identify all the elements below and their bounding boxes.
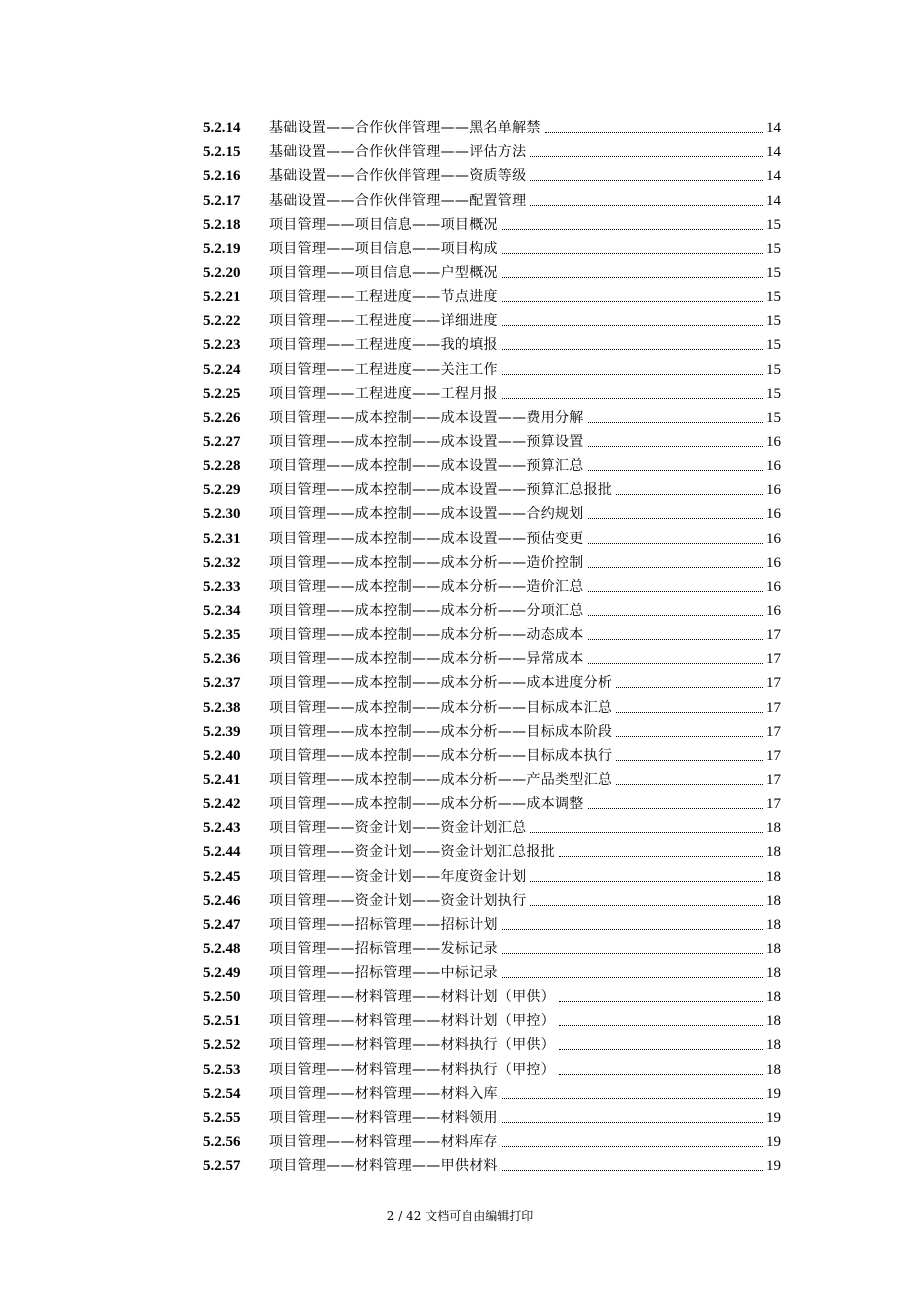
toc-entry-title: 项目管理——成本控制——成本设置——预算汇总报批 [269, 482, 613, 499]
toc-entry-title: 项目管理——招标管理——中标记录 [269, 965, 498, 982]
toc-entry-page-number: 18 [766, 940, 781, 957]
toc-dot-leader [502, 229, 763, 230]
toc-entry[interactable] [203, 186, 781, 210]
toc-entry-number: 5.2.47 [203, 916, 241, 933]
toc-entry-page-number: 19 [766, 1134, 781, 1151]
toc-entry-page-number: 15 [766, 361, 781, 378]
toc-entry-page-number: 16 [766, 602, 781, 619]
toc-entry[interactable] [203, 911, 781, 935]
toc-entry-title: 项目管理——成本控制——成本分析——产品类型汇总 [269, 771, 613, 788]
toc-entry-number: 5.2.30 [203, 506, 241, 523]
toc-entry[interactable] [203, 742, 781, 766]
toc-entry-page-number: 17 [766, 651, 781, 668]
toc-entry-number: 5.2.21 [203, 289, 241, 306]
toc-entry-title: 项目管理——材料管理——材料入库 [269, 1085, 498, 1102]
toc-dot-leader [502, 953, 763, 954]
toc-entry[interactable] [203, 1152, 781, 1176]
toc-entry-title: 项目管理——成本控制——成本分析——造价汇总 [269, 578, 584, 595]
toc-entry-page-number: 18 [766, 916, 781, 933]
toc-entry-number: 5.2.33 [203, 578, 241, 595]
toc-entry-page-number: 19 [766, 1109, 781, 1126]
toc-entry-number: 5.2.17 [203, 192, 241, 209]
toc-entry-number: 5.2.57 [203, 1158, 241, 1175]
toc-entry-number: 5.2.34 [203, 602, 241, 619]
toc-entry[interactable] [203, 645, 781, 669]
toc-entry-page-number: 16 [766, 506, 781, 523]
toc-entry[interactable] [203, 1080, 781, 1104]
toc-dot-leader [502, 1170, 763, 1171]
toc-dot-leader [530, 881, 763, 882]
toc-entry-page-number: 18 [766, 820, 781, 837]
toc-entry[interactable] [203, 138, 781, 162]
toc-entry-page-number: 14 [766, 168, 781, 185]
toc-entry-page-number: 16 [766, 554, 781, 571]
toc-entry-page-number: 19 [766, 1085, 781, 1102]
toc-entry-title: 项目管理——项目信息——项目概况 [269, 216, 498, 233]
toc-entry[interactable] [203, 887, 781, 911]
toc-entry-number: 5.2.35 [203, 627, 241, 644]
toc-dot-leader [502, 325, 763, 326]
toc-entry-page-number: 15 [766, 216, 781, 233]
toc-entry[interactable] [203, 162, 781, 186]
toc-entry-title: 项目管理——工程进度——节点进度 [269, 289, 498, 306]
toc-entry-title: 项目管理——材料管理——材料执行（甲供） [269, 1037, 555, 1054]
toc-dot-leader [559, 1049, 763, 1050]
toc-entry-title: 项目管理——材料管理——甲供材料 [269, 1158, 498, 1175]
toc-entry-page-number: 16 [766, 578, 781, 595]
toc-dot-leader [616, 760, 763, 761]
toc-entry-title: 项目管理——成本控制——成本设置——合约规划 [269, 506, 584, 523]
toc-dot-leader [530, 180, 763, 181]
toc-entry-page-number: 18 [766, 892, 781, 909]
toc-entry-number: 5.2.42 [203, 796, 241, 813]
toc-entry-page-number: 14 [766, 120, 781, 137]
toc-dot-leader [502, 277, 763, 278]
toc-entry-number: 5.2.29 [203, 482, 241, 499]
toc-entry-title: 项目管理——材料管理——材料计划（甲供） [269, 989, 555, 1006]
toc-entry-number: 5.2.16 [203, 168, 241, 185]
toc-entry-title: 项目管理——资金计划——资金计划汇总 [269, 820, 527, 837]
toc-dot-leader [588, 422, 763, 423]
toc-entry[interactable] [203, 693, 781, 717]
toc-entry-page-number: 17 [766, 796, 781, 813]
toc-entry[interactable] [203, 766, 781, 790]
toc-entry-number: 5.2.55 [203, 1109, 241, 1126]
toc-entry-number: 5.2.22 [203, 313, 241, 330]
toc-entry-number: 5.2.14 [203, 120, 241, 137]
toc-entry[interactable] [203, 862, 781, 886]
toc-entry[interactable] [203, 307, 781, 331]
toc-entry-number: 5.2.48 [203, 940, 241, 957]
toc-entry-title: 项目管理——成本控制——成本设置——预估变更 [269, 530, 584, 547]
toc-dot-leader [559, 1001, 763, 1002]
toc-dot-leader [616, 784, 763, 785]
toc-entry[interactable] [203, 1031, 781, 1055]
toc-entry-page-number: 18 [766, 868, 781, 885]
toc-entry[interactable] [203, 621, 781, 645]
toc-dot-leader [588, 615, 763, 616]
toc-dot-leader [502, 977, 763, 978]
toc-entry-number: 5.2.44 [203, 844, 241, 861]
toc-dot-leader [502, 374, 763, 375]
toc-entry-title: 项目管理——成本控制——成本分析——目标成本阶段 [269, 723, 613, 740]
toc-entry-title: 项目管理——成本控制——成本设置——预算设置 [269, 433, 584, 450]
toc-entry[interactable] [203, 114, 781, 138]
toc-entry-title: 项目管理——成本控制——成本分析——异常成本 [269, 651, 584, 668]
toc-entry-page-number: 15 [766, 337, 781, 354]
toc-dot-leader [502, 1146, 763, 1147]
toc-entry-title: 基础设置——合作伙伴管理——黑名单解禁 [269, 120, 541, 137]
toc-entry-number: 5.2.20 [203, 264, 241, 281]
toc-entry-title: 项目管理——成本控制——成本分析——成本调整 [269, 796, 584, 813]
toc-entry-page-number: 18 [766, 1061, 781, 1078]
toc-entry-page-number: 15 [766, 264, 781, 281]
toc-entry-title: 项目管理——工程进度——工程月报 [269, 385, 498, 402]
toc-entry-number: 5.2.53 [203, 1061, 241, 1078]
toc-entry-number: 5.2.51 [203, 1013, 241, 1030]
toc-entry[interactable] [203, 476, 781, 500]
toc-entry-number: 5.2.19 [203, 240, 241, 257]
toc-entry[interactable] [203, 838, 781, 862]
toc-entry-number: 5.2.27 [203, 433, 241, 450]
toc-entry[interactable] [203, 549, 781, 573]
toc-entry-number: 5.2.46 [203, 892, 241, 909]
toc-entry-number: 5.2.23 [203, 337, 241, 354]
toc-entry-page-number: 15 [766, 313, 781, 330]
toc-entry-page-number: 14 [766, 192, 781, 209]
toc-entry-page-number: 16 [766, 433, 781, 450]
toc-entry[interactable] [203, 1128, 781, 1152]
toc-entry-title: 项目管理——成本控制——成本分析——目标成本汇总 [269, 699, 613, 716]
toc-entry-page-number: 17 [766, 723, 781, 740]
toc-entry-page-number: 19 [766, 1158, 781, 1175]
toc-dot-leader [530, 832, 763, 833]
toc-entry[interactable] [203, 983, 781, 1007]
toc-entry[interactable] [203, 1055, 781, 1079]
toc-entry-number: 5.2.24 [203, 361, 241, 378]
toc-entry-number: 5.2.49 [203, 965, 241, 982]
toc-entry[interactable] [203, 814, 781, 838]
toc-dot-leader [588, 518, 763, 519]
toc-entry-title: 项目管理——项目信息——户型概况 [269, 264, 498, 281]
toc-entry-title: 基础设置——合作伙伴管理——配置管理 [269, 192, 527, 209]
toc-dot-leader [502, 349, 763, 350]
toc-entry[interactable] [203, 283, 781, 307]
toc-entry-number: 5.2.15 [203, 144, 241, 161]
toc-entry[interactable] [203, 211, 781, 235]
toc-entry-page-number: 18 [766, 1013, 781, 1030]
toc-dot-leader [559, 1074, 763, 1075]
toc-dot-leader [588, 808, 763, 809]
toc-entry-title: 基础设置——合作伙伴管理——资质等级 [269, 168, 527, 185]
toc-dot-leader [616, 494, 763, 495]
toc-entry-page-number: 15 [766, 409, 781, 426]
toc-entry-number: 5.2.28 [203, 458, 241, 475]
toc-entry-number: 5.2.45 [203, 868, 241, 885]
toc-dot-leader [530, 205, 763, 206]
toc-entry-title: 项目管理——成本控制——成本分析——造价控制 [269, 554, 584, 571]
toc-entry[interactable] [203, 500, 781, 524]
toc-entry-title: 项目管理——成本控制——成本设置——预算汇总 [269, 458, 584, 475]
toc-dot-leader [588, 663, 763, 664]
toc-entry[interactable] [203, 428, 781, 452]
toc-entry-number: 5.2.56 [203, 1134, 241, 1151]
toc-entry-title: 项目管理——招标管理——发标记录 [269, 940, 498, 957]
toc-dot-leader [588, 639, 763, 640]
toc-dot-leader [530, 156, 763, 157]
toc-entry-page-number: 16 [766, 530, 781, 547]
toc-entry[interactable] [203, 718, 781, 742]
toc-entry-title: 项目管理——工程进度——关注工作 [269, 361, 498, 378]
toc-entry-number: 5.2.25 [203, 385, 241, 402]
toc-entry[interactable] [203, 452, 781, 476]
toc-entry-page-number: 18 [766, 844, 781, 861]
toc-dot-leader [502, 301, 763, 302]
toc-entry-page-number: 17 [766, 627, 781, 644]
toc-dot-leader [502, 929, 763, 930]
toc-dot-leader [559, 856, 763, 857]
toc-entry-page-number: 18 [766, 965, 781, 982]
toc-entry-title: 项目管理——材料管理——材料执行（甲控） [269, 1061, 555, 1078]
toc-entry[interactable] [203, 1104, 781, 1128]
toc-entry-title: 项目管理——资金计划——资金计划汇总报批 [269, 844, 555, 861]
toc-dot-leader [530, 905, 763, 906]
toc-entry-page-number: 16 [766, 458, 781, 475]
toc-entry-title: 项目管理——项目信息——项目构成 [269, 240, 498, 257]
toc-entry[interactable] [203, 331, 781, 355]
toc-entry-number: 5.2.36 [203, 651, 241, 668]
toc-entry-title: 项目管理——工程进度——详细进度 [269, 313, 498, 330]
toc-entry-number: 5.2.52 [203, 1037, 241, 1054]
toc-entry[interactable] [203, 669, 781, 693]
toc-entry-page-number: 17 [766, 699, 781, 716]
toc-entry[interactable] [203, 935, 781, 959]
toc-dot-leader [502, 253, 763, 254]
toc-entry-number: 5.2.50 [203, 989, 241, 1006]
toc-entry[interactable] [203, 790, 781, 814]
toc-entry-page-number: 17 [766, 747, 781, 764]
toc-entry[interactable] [203, 355, 781, 379]
toc-entry-number: 5.2.32 [203, 554, 241, 571]
toc-entry-number: 5.2.39 [203, 723, 241, 740]
toc-entry[interactable] [203, 1007, 781, 1031]
toc-entry-title: 项目管理——材料管理——材料库存 [269, 1134, 498, 1151]
toc-dot-leader [588, 591, 763, 592]
toc-entry-number: 5.2.31 [203, 530, 241, 547]
toc-dot-leader [616, 687, 763, 688]
toc-entry-page-number: 16 [766, 482, 781, 499]
page-footer: 2 / 42 文档可自由编辑打印 [386, 1209, 534, 1223]
toc-entry-page-number: 15 [766, 385, 781, 402]
toc-entry-number: 5.2.54 [203, 1085, 241, 1102]
toc-entry-page-number: 18 [766, 1037, 781, 1054]
toc-entry-title: 项目管理——材料管理——材料计划（甲控） [269, 1013, 555, 1030]
toc-entry-title: 项目管理——工程进度——我的填报 [269, 337, 498, 354]
toc-dot-leader [559, 1025, 763, 1026]
toc-entry-page-number: 18 [766, 989, 781, 1006]
toc-entry-number: 5.2.26 [203, 409, 241, 426]
toc-entry-number: 5.2.38 [203, 699, 241, 716]
table-of-contents [203, 114, 781, 1176]
toc-entry-title: 项目管理——招标管理——招标计划 [269, 916, 498, 933]
toc-entry[interactable] [203, 235, 781, 259]
toc-entry[interactable] [203, 959, 781, 983]
toc-entry-number: 5.2.40 [203, 747, 241, 764]
toc-entry[interactable] [203, 404, 781, 428]
toc-entry-title: 项目管理——材料管理——材料领用 [269, 1109, 498, 1126]
toc-entry-title: 项目管理——资金计划——年度资金计划 [269, 868, 527, 885]
toc-dot-leader [502, 398, 763, 399]
toc-entry[interactable] [203, 597, 781, 621]
toc-entry-title: 项目管理——资金计划——资金计划执行 [269, 892, 527, 909]
toc-dot-leader [502, 1122, 763, 1123]
toc-dot-leader [588, 567, 763, 568]
toc-dot-leader [616, 712, 763, 713]
toc-entry-number: 5.2.37 [203, 675, 241, 692]
toc-entry-number: 5.2.18 [203, 216, 241, 233]
toc-entry-title: 项目管理——成本控制——成本分析——分项汇总 [269, 602, 584, 619]
toc-dot-leader [545, 132, 763, 133]
toc-entry[interactable] [203, 573, 781, 597]
toc-dot-leader [502, 1098, 763, 1099]
toc-entry-number: 5.2.41 [203, 771, 241, 788]
toc-entry[interactable] [203, 524, 781, 548]
toc-entry[interactable] [203, 380, 781, 404]
toc-dot-leader [588, 446, 763, 447]
toc-entry-page-number: 17 [766, 675, 781, 692]
toc-dot-leader [616, 736, 763, 737]
toc-entry-title: 项目管理——成本控制——成本分析——成本进度分析 [269, 675, 613, 692]
toc-entry-page-number: 17 [766, 771, 781, 788]
toc-entry-title: 项目管理——成本控制——成本分析——动态成本 [269, 627, 584, 644]
toc-entry-title: 项目管理——成本控制——成本设置——费用分解 [269, 409, 584, 426]
toc-entry-title: 项目管理——成本控制——成本分析——目标成本执行 [269, 747, 613, 764]
toc-dot-leader [588, 543, 763, 544]
toc-entry-title: 基础设置——合作伙伴管理——评估方法 [269, 144, 527, 161]
toc-entry-page-number: 15 [766, 240, 781, 257]
toc-entry-page-number: 14 [766, 144, 781, 161]
toc-entry-page-number: 15 [766, 289, 781, 306]
toc-dot-leader [588, 470, 763, 471]
toc-entry[interactable] [203, 259, 781, 283]
toc-entry-number: 5.2.43 [203, 820, 241, 837]
